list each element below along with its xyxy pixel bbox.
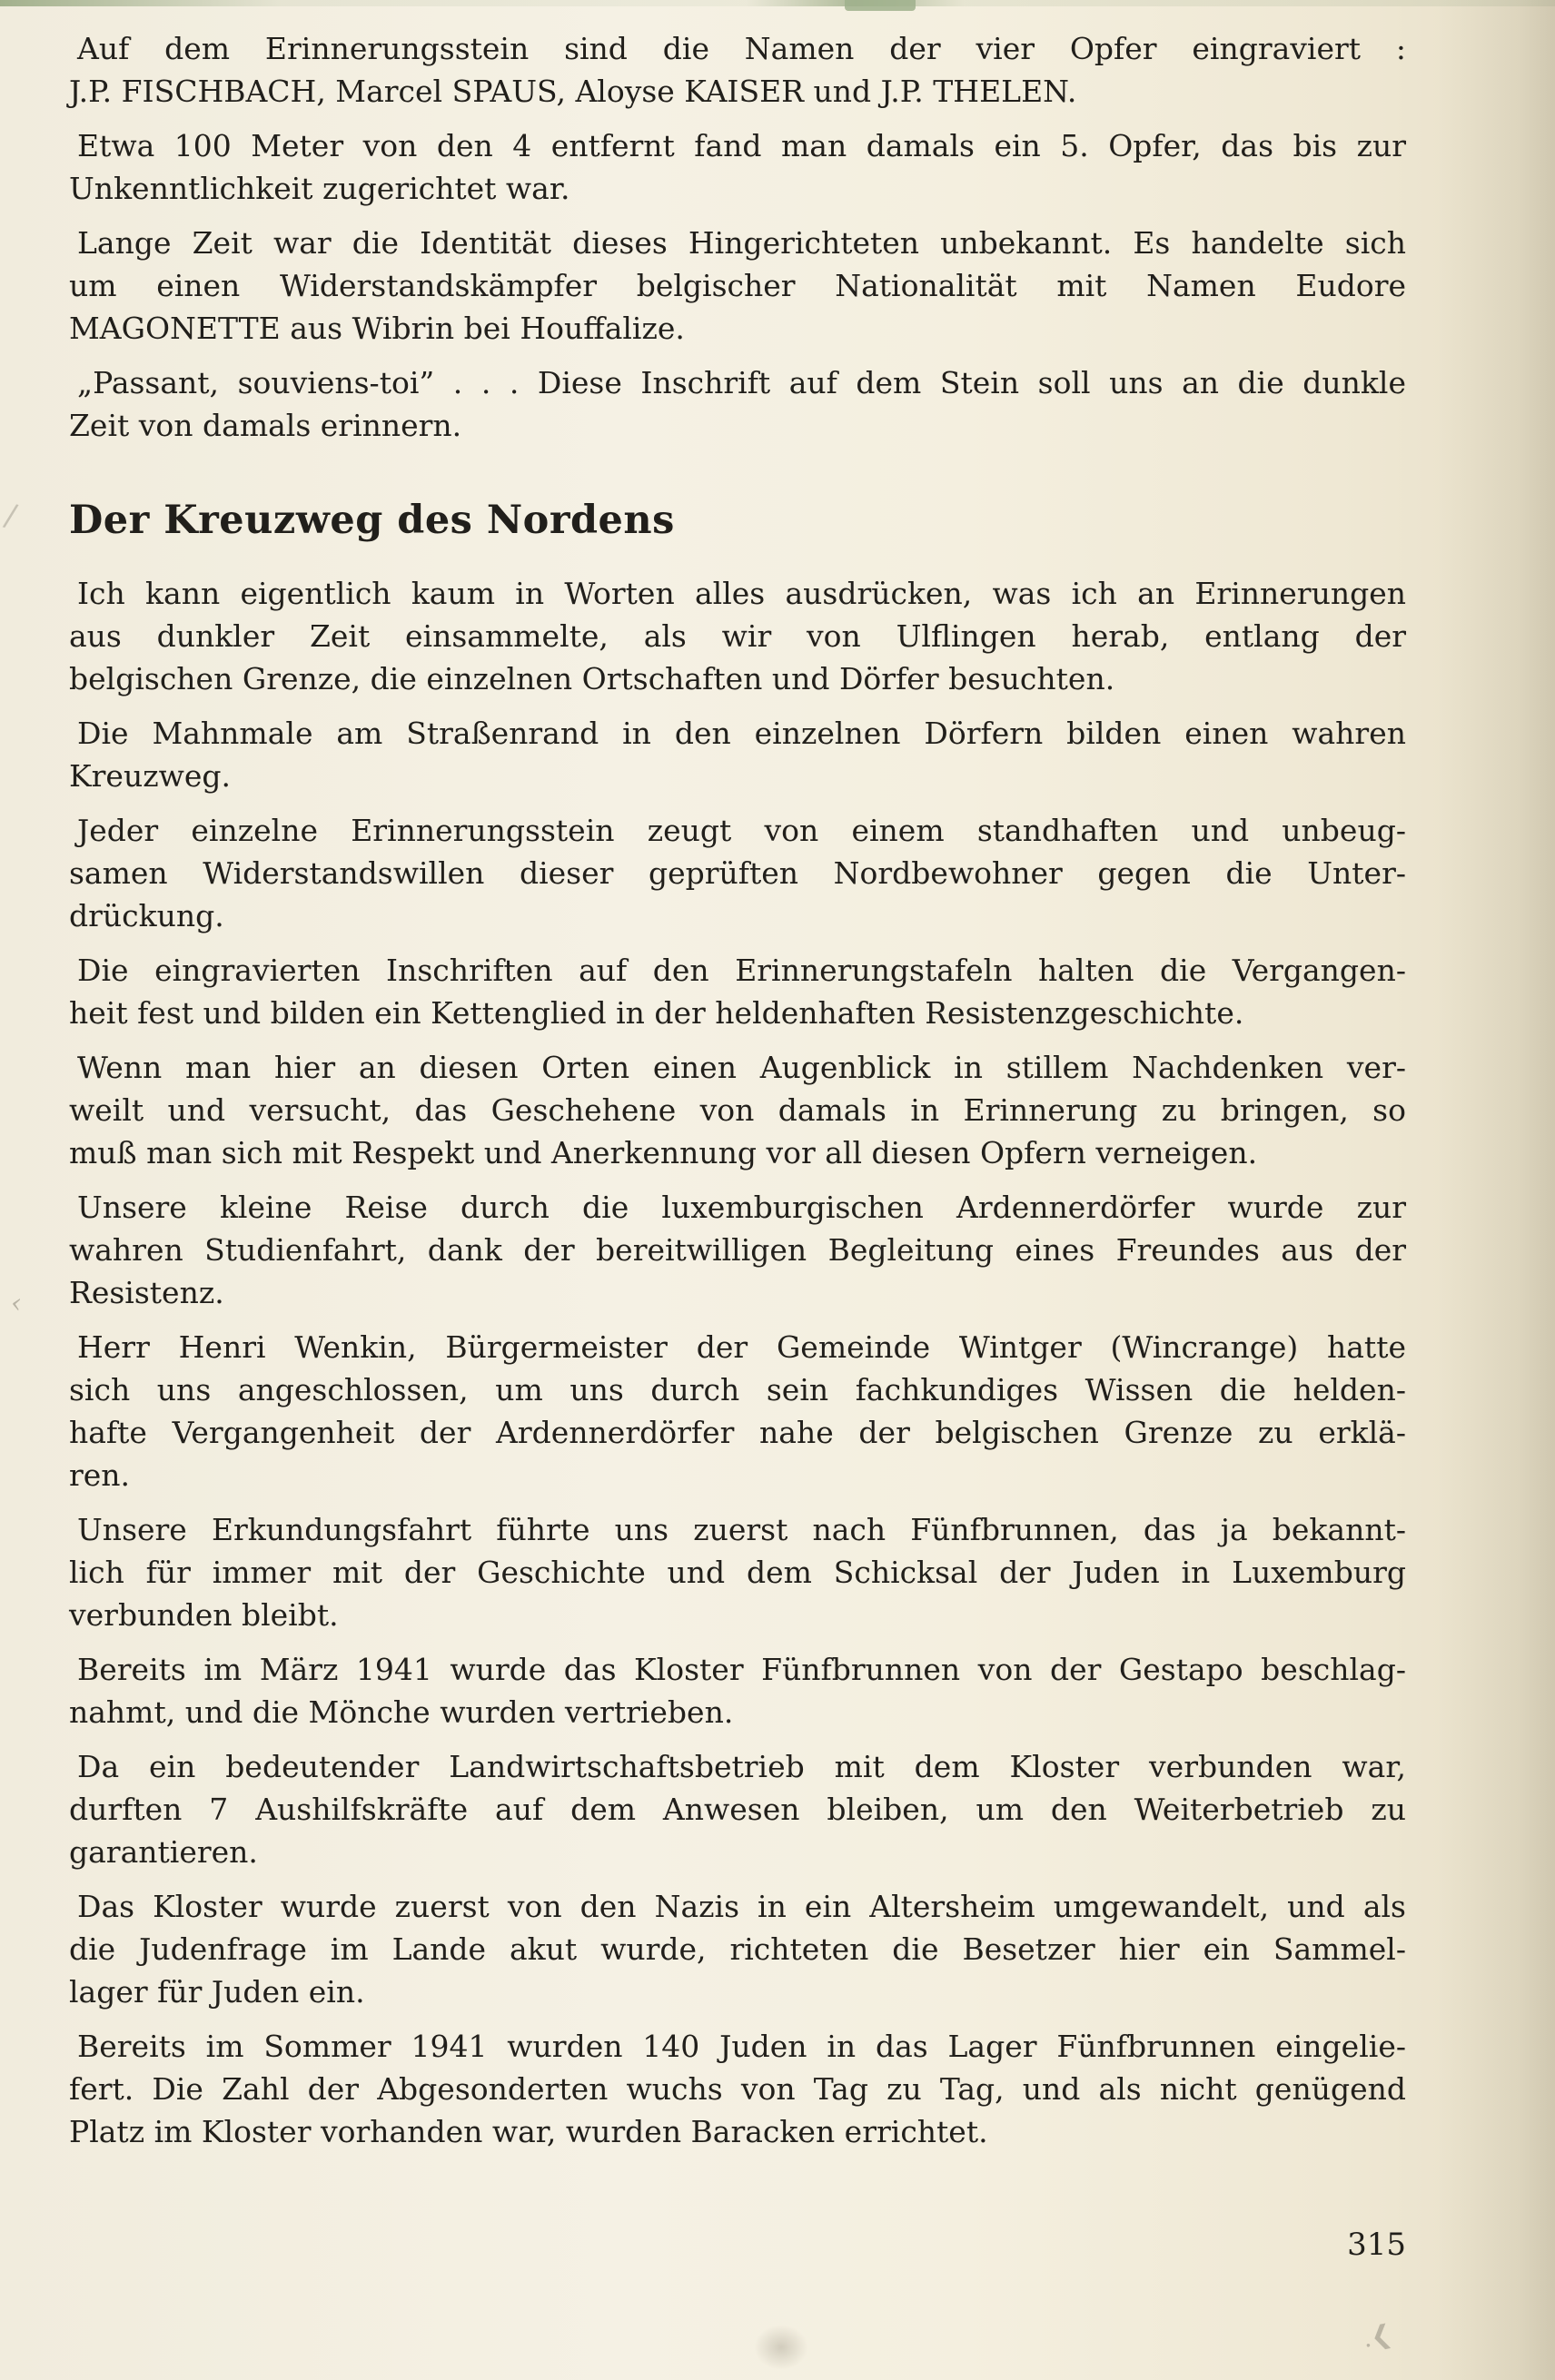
text-line: die Judenfrage im Lande akut wurde, richteten die Besetzer hier ein Sammel- (69, 1931, 1406, 1967)
text-line: hafte Vergangenheit der Ardennerdörfer nahe der belgischen Grenze zu erklä- (69, 1415, 1406, 1450)
text-line: lich für immer mit der Geschichte und dem Schicksal der Juden in Luxemburg (69, 1555, 1406, 1590)
paragraph (69, 1186, 1406, 1314)
text-line: Die eingravierten Inschriften auf den Erinnerungstafeln halten die Vergangen- (77, 953, 1406, 988)
pencil-tick-mark: ‹ (8, 1287, 25, 1320)
text-line: Zeit von damals erinnern. (69, 408, 462, 443)
text-line: Jeder einzelne Erinnerungsstein zeugt von einem standhaften und unbeug- (77, 813, 1406, 848)
text-line: muß man sich mit Respekt und Anerkennung vor all diesen Opfern verneigen. (69, 1135, 1258, 1170)
paragraph (69, 1885, 1406, 2013)
paragraph (69, 222, 1406, 350)
text-line: um einen Widerstandskämpfer belgischer Nationalität mit Namen Eudore (69, 268, 1406, 303)
text-line: heit fest und bilden ein Kettenglied in der heldenhaften Resistenzgeschichte. (69, 995, 1244, 1031)
text-line: durften 7 Aushilfskräfte auf dem Anwesen bleiben, um den Weiterbetrieb zu (69, 1792, 1406, 1827)
scan-edge-green-patch (845, 0, 916, 11)
paragraph (69, 809, 1406, 937)
text-line: ren. (69, 1457, 131, 1493)
text-line: garantieren. (69, 1834, 258, 1870)
page-number: 315 (1347, 2227, 1406, 2263)
paragraph (69, 1648, 1406, 1733)
pencil-slash-mark: / (1, 497, 21, 535)
text-line: Auf dem Erinnerungsstein sind die Namen der vier Opfer eingraviert : (77, 31, 1406, 66)
text-line: „Passant, souviens-toi” . . . Diese Inschrift auf dem Stein soll uns an die dunkle (77, 365, 1406, 400)
text-line: Etwa 100 Meter von den 4 entfernt fand man damals ein 5. Opfer, das bis zur (77, 128, 1406, 163)
paragraph (69, 1046, 1406, 1174)
text-line: Unsere Erkundungsfahrt führte uns zuerst nach Fünfbrunnen, das ja bekannt- (77, 1512, 1406, 1547)
paragraph (69, 572, 1406, 700)
paragraph (69, 27, 1406, 113)
text-line: Bereits im Sommer 1941 wurden 140 Juden in das Lager Fünfbrunnen eingelie- (77, 2029, 1406, 2064)
text-line: Wenn man hier an diesen Orten einen Augenblick in stillem Nachdenken ver- (77, 1050, 1406, 1085)
text-line: samen Widerstandswillen dieser geprüften Nordbewohner gegen die Unter- (69, 855, 1406, 891)
text-line: sich uns angeschlossen, um uns durch sein fachkundiges Wissen die helden- (69, 1372, 1406, 1407)
text-line: Ich kann eigentlich kaum in Worten alles ausdrücken, was ich an Erinnerungen (77, 576, 1406, 611)
text-line: Herr Henri Wenkin, Bürgermeister der Gemeinde Wintger (Wincrange) hatte (77, 1329, 1406, 1365)
text-line: Resistenz. (69, 1275, 224, 1310)
text-line: lager für Juden ein. (69, 1974, 365, 2010)
paragraph (69, 949, 1406, 1034)
text-line: verbunden bleibt. (69, 1597, 339, 1633)
page-right-shade (1437, 0, 1555, 2380)
text-line: Die Mahnmale am Straßenrand in den einzelnen Dörfern bilden einen wahren (77, 716, 1406, 751)
scan-edge-top (0, 0, 1555, 6)
text-line: Bereits im März 1941 wurde das Kloster Fünfbrunnen von der Gestapo beschlag- (77, 1652, 1406, 1687)
text-line: Da ein bedeutender Landwirtschaftsbetrieb mit dem Kloster verbunden war, (77, 1749, 1406, 1784)
text-line: fert. Die Zahl der Abgesonderten wuchs von Tag zu Tag, und als nicht genügend (69, 2071, 1406, 2107)
page-content (69, 27, 1406, 2165)
text-line: belgischen Grenze, die einzelnen Ortschaften und Dörfer besuchten. (69, 661, 1115, 696)
paragraph (69, 361, 1406, 447)
text-line: aus dunkler Zeit einsammelte, als wir von Ulflingen herab, entlang der (69, 618, 1406, 654)
paragraph (69, 1508, 1406, 1636)
paragraph (69, 1326, 1406, 1496)
text-line: wahren Studienfahrt, dank der bereitwilligen Begleitung eines Freundes aus der (69, 1232, 1406, 1268)
text-line: weilt und versucht, das Geschehene von damals in Erinnerung zu bringen, so (69, 1092, 1406, 1128)
section-heading: Der Kreuzweg des Nordens (69, 498, 675, 543)
text-line: J.P. FISCHBACH, Marcel SPAUS, Aloyse KAISER und J.P. THELEN. (69, 74, 1077, 109)
text-line: MAGONETTE aus Wibrin bei Houffalize. (69, 311, 685, 346)
text-line: Platz im Kloster vorhanden war, wurden Baracken errichtet. (69, 2114, 988, 2149)
text-line: Lange Zeit war die Identität dieses Hingerichteten unbekannt. Es handelte sich (77, 225, 1406, 261)
paragraph (69, 1745, 1406, 1873)
pencil-corner-mark: .❮ (1359, 2317, 1395, 2355)
text-line: nahmt, und die Mönche wurden vertrieben. (69, 1694, 734, 1730)
paragraph (69, 124, 1406, 210)
text-line: Unkenntlichkeit zugerichtet war. (69, 171, 570, 206)
text-line: drückung. (69, 898, 224, 933)
paragraph (69, 712, 1406, 797)
paragraph (69, 2025, 1406, 2153)
text-line: Unsere kleine Reise durch die luxemburgischen Ardennerdörfer wurde zur (77, 1190, 1406, 1225)
scan-smudge (754, 2325, 808, 2370)
text-line: Kreuzweg. (69, 758, 231, 794)
text-line: Das Kloster wurde zuerst von den Nazis in ein Altersheim umgewandelt, und als (77, 1889, 1406, 1924)
